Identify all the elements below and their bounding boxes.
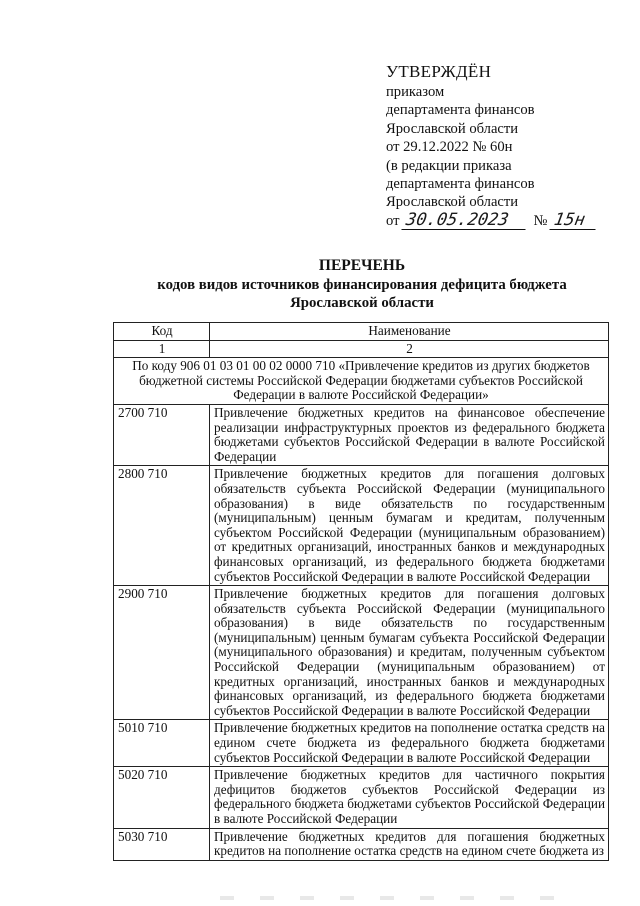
- title-line-3: Ярославской области: [290, 295, 434, 311]
- approval-heading: УТВЕРЖДЁН: [386, 62, 492, 81]
- codes-table: [113, 322, 609, 861]
- approval-stamp: [386, 62, 626, 230]
- table-row: [114, 586, 609, 720]
- approval-line: департамента финансов: [386, 176, 535, 193]
- handwritten-date: 30.05.2023: [402, 212, 529, 230]
- title-line-1: ПЕРЕЧЕНЬ: [318, 257, 406, 274]
- column-header-code: Код: [114, 323, 210, 341]
- table-row: [114, 767, 609, 828]
- table-row: [114, 828, 609, 860]
- column-header-name: Наименование: [210, 323, 609, 341]
- approval-line: (в редакции приказа: [386, 157, 512, 174]
- row-name: Привлечение бюджетных кредитов на финансовое обеспечение реализации инфраструктурных проектов из федерального бюджета бюджетами субъектов Российской Федерации в валюте Российской Федерации: [210, 404, 609, 465]
- table-row: [114, 404, 609, 465]
- document-title: [110, 257, 614, 313]
- approval-line: от 29.12.2022 № 60н: [386, 139, 513, 156]
- table-row: [114, 720, 609, 767]
- approval-line: Ярославской области: [386, 194, 519, 211]
- scan-footer-artifact: [220, 896, 580, 900]
- table-column-number-row: [114, 340, 609, 358]
- from-label: от: [386, 212, 400, 229]
- row-name: Привлечение бюджетных кредитов на пополнение остатка средств на едином счете бюджета из федерального бюджета бюджетами субъектов Российской Федерации в валюте Российской Федерации: [210, 720, 609, 767]
- row-code: 2700 710: [114, 404, 210, 465]
- group-heading: По коду 906 01 03 01 00 02 0000 710 «Привлечение кредитов из других бюджетов бюджетной системы Российской Федерации бюджетами субъектов Российской Федерации в валюте Российской Федерации»: [114, 358, 609, 405]
- row-code: 2900 710: [114, 586, 210, 720]
- title-line-2: кодов видов источников финансирования дефицита бюджета: [157, 276, 567, 293]
- row-code: 2800 710: [114, 466, 210, 586]
- table-group-row: [114, 358, 609, 405]
- table-header-row: [114, 323, 609, 341]
- row-code: 5010 710: [114, 720, 210, 767]
- row-name: Привлечение бюджетных кредитов для погашения долговых обязательств субъекта Российской Федерации (муниципального образования) в виде обязательств по государственным (муниципальным) ценным бумагам субъекта Российской Федерации (муниципального образования) и кредитам, полученным субъектом Российской Федерации (муниципальным образованием) от кредитных организаций, иностранных банков и международных финансовых организаций, из федерального бюджета бюджетами субъектов Российской Федерации в валюте Российской Федерации: [210, 586, 609, 720]
- approval-line: Ярославской области: [386, 120, 519, 137]
- approval-line: приказом: [386, 84, 445, 100]
- row-name: Привлечение бюджетных кредитов для погашения долговых обязательств субъекта Российской Федерации (муниципального образования) в виде обязательств по государственным (муниципальным) ценным бумагам и кредитам, полученным субъектом Российской Федерации (муниципальным образованием) от кредитных организаций, иностранных банков и международных финансовых организаций, из федерального бюджета бюджетами субъектов Российской Федерации в валюте Российской Федерации: [210, 466, 609, 586]
- number-label: №: [533, 212, 548, 229]
- column-number: 1: [114, 340, 210, 358]
- handwritten-number: 15н: [550, 212, 599, 230]
- column-number: 2: [210, 340, 609, 358]
- row-name: Привлечение бюджетных кредитов для частичного покрытия дефицитов бюджетов субъектов Российской Федерации из федерального бюджета бюджетами субъектов Российской Федерации в валюте Российской Федерации: [210, 767, 609, 828]
- row-code: 5020 710: [114, 767, 210, 828]
- approval-line: департамента финансов: [386, 102, 535, 119]
- row-code: 5030 710: [114, 828, 210, 860]
- amendment-date-line: [386, 212, 626, 230]
- table-row: [114, 466, 609, 586]
- row-name: Привлечение бюджетных кредитов для погашения бюджетных кредитов на пополнение остатка средств на едином счете бюджета из: [210, 828, 609, 860]
